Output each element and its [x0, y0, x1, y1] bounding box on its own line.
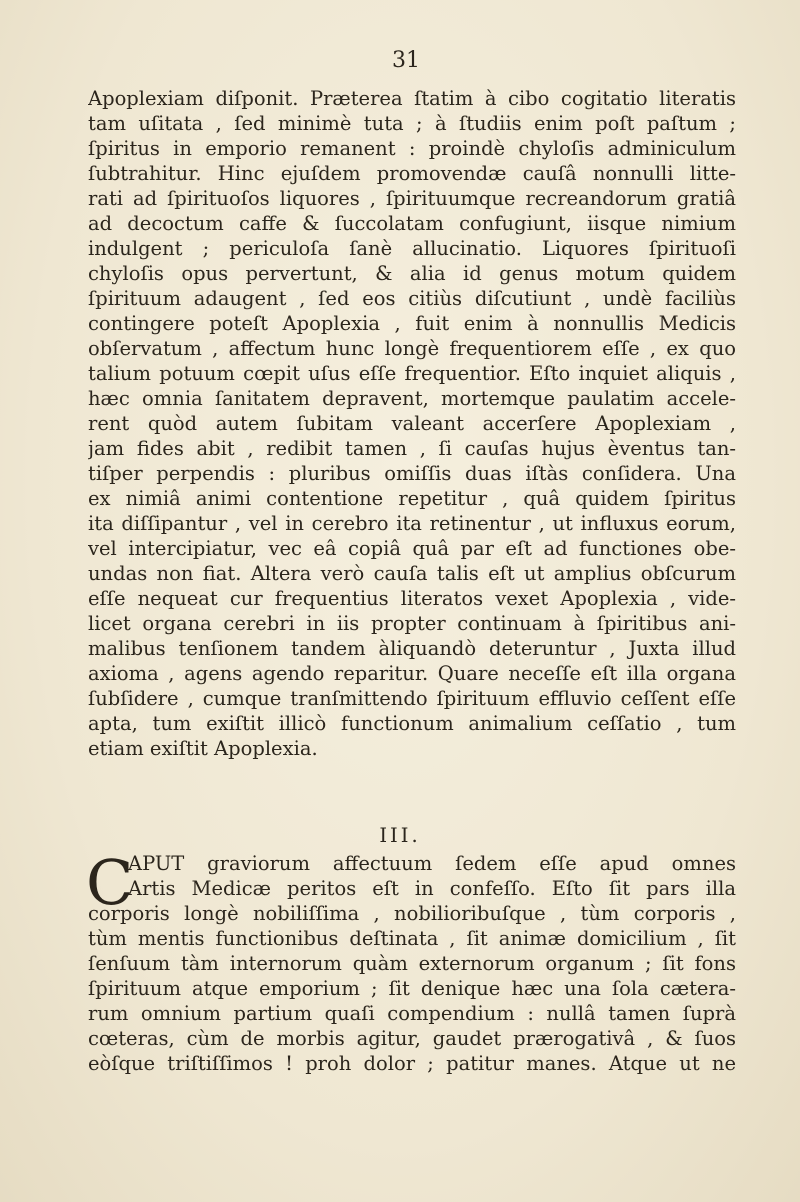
- text-line: malibus tenſionem tandem àliquandò deteruntur , Juxta illud: [88, 637, 736, 660]
- text-line: ſpiritus in emporio remanent : proindè chyloſis adminiculum: [88, 137, 736, 160]
- text-line: licet organa cerebri in iis propter continuam à ſpiritibus ani-: [88, 612, 736, 635]
- text-line: Apoplexiam diſponit. Præterea ſtatim à cibo cogitatio literatis: [88, 87, 736, 110]
- section-heading: III.: [379, 824, 421, 847]
- page-number: 31: [392, 48, 420, 73]
- text-line: rent quòd autem ſubitam valeant accerſere Apoplexiam ,: [88, 412, 736, 435]
- text-line: ad decoctum caffe & ſuccolatam confugiunt, iisque nimium: [88, 212, 736, 235]
- text-line: rum omnium partium quaſi compendium : nullâ tamen ſuprà: [88, 1002, 736, 1025]
- text-line: indulgent ; periculoſa ſanè allucinatio. Liquores ſpirituoſi: [88, 237, 736, 260]
- text-line: etiam exiſtit Apoplexia.: [88, 737, 318, 760]
- text-line: apta, tum exiſtit illicò functionum animalium ceſſatio , tum: [88, 712, 736, 735]
- text-line: APUT graviorum affectuum ſedem eſſe apud omnes: [128, 852, 736, 875]
- text-line: vel intercipiatur, vec eâ copiâ quâ par eſt ad functiones obe-: [88, 537, 736, 560]
- text-line: hæc omnia ſanitatem depravent, mortemque paulatim accele-: [88, 387, 736, 410]
- text-line: ſubtrahitur. Hinc ejuſdem promovendæ cauſâ nonnulli litte-: [88, 162, 736, 185]
- text-line: ſenſuum tàm internorum quàm externorum organum ; ſit fons: [88, 952, 736, 975]
- text-line: rati ad ſpirituoſos liquores , ſpirituumque recreandorum gratiâ: [88, 187, 736, 210]
- text-line: Artis Medicæ peritos eſt in confeſſo. Eſto ſit pars illa: [128, 877, 736, 900]
- text-line: tiſper perpendis : pluribus omiſſis duas iſtàs conſidera. Una: [88, 462, 736, 485]
- text-line: contingere poteſt Apoplexia , fuit enim à nonnullis Medicis: [88, 312, 736, 335]
- text-line: corporis longè nobiliſſima , nobilioribuſque , tùm corporis ,: [88, 902, 736, 925]
- text-line: cœteras, cùm de morbis agitur, gaudet prærogativâ , & ſuos: [88, 1027, 736, 1050]
- text-line: tùm mentis functionibus deſtinata , ſit animæ domicilium , ſit: [88, 927, 736, 950]
- text-line: eſſe nequeat cur frequentius literatos vexet Apoplexia , vide-: [88, 587, 736, 610]
- text-line: ita diſſipantur , vel in cerebro ita retinentur , ut influxus eorum,: [88, 512, 736, 535]
- text-line: eòſque triſtiſſimos ! proh dolor ; patitur manes. Atque ut ne: [88, 1052, 736, 1075]
- drop-cap: C: [86, 846, 134, 919]
- text-line: talium potuum cœpit uſus eſſe frequentior. Eſto inquiet aliquis ,: [88, 362, 736, 385]
- text-line: ex nimiâ animi contentione repetitur , quâ quidem ſpiritus: [88, 487, 736, 510]
- text-line: ſubſidere , cumque tranſmittendo ſpirituum effluvio ceſſent eſſe: [88, 687, 736, 710]
- text-line: tam uſitata , ſed minimè tuta ; à ſtudiis enim poſt paſtum ;: [88, 112, 736, 135]
- text-line: chyloſis opus pervertunt, & alia id genus motum quidem: [88, 262, 736, 285]
- text-line: obſervatum , affectum hunc longè frequentiorem eſſe , ex quo: [88, 337, 736, 360]
- text-line: jam fides abit , redibit tamen , ſi cauſas hujus èventus tan-: [88, 437, 736, 460]
- text-line: undas non fiat. Altera verò cauſa talis eſt ut amplius obſcurum: [88, 562, 736, 585]
- text-line: ſpirituum atque emporium ; ſit denique hæc una ſola cætera-: [88, 977, 736, 1000]
- text-line: ſpirituum adaugent , ſed eos citiùs diſcutiunt , undè faciliùs: [88, 287, 736, 310]
- text-line: axioma , agens agendo reparitur. Quare neceſſe eſt illa organa: [88, 662, 736, 685]
